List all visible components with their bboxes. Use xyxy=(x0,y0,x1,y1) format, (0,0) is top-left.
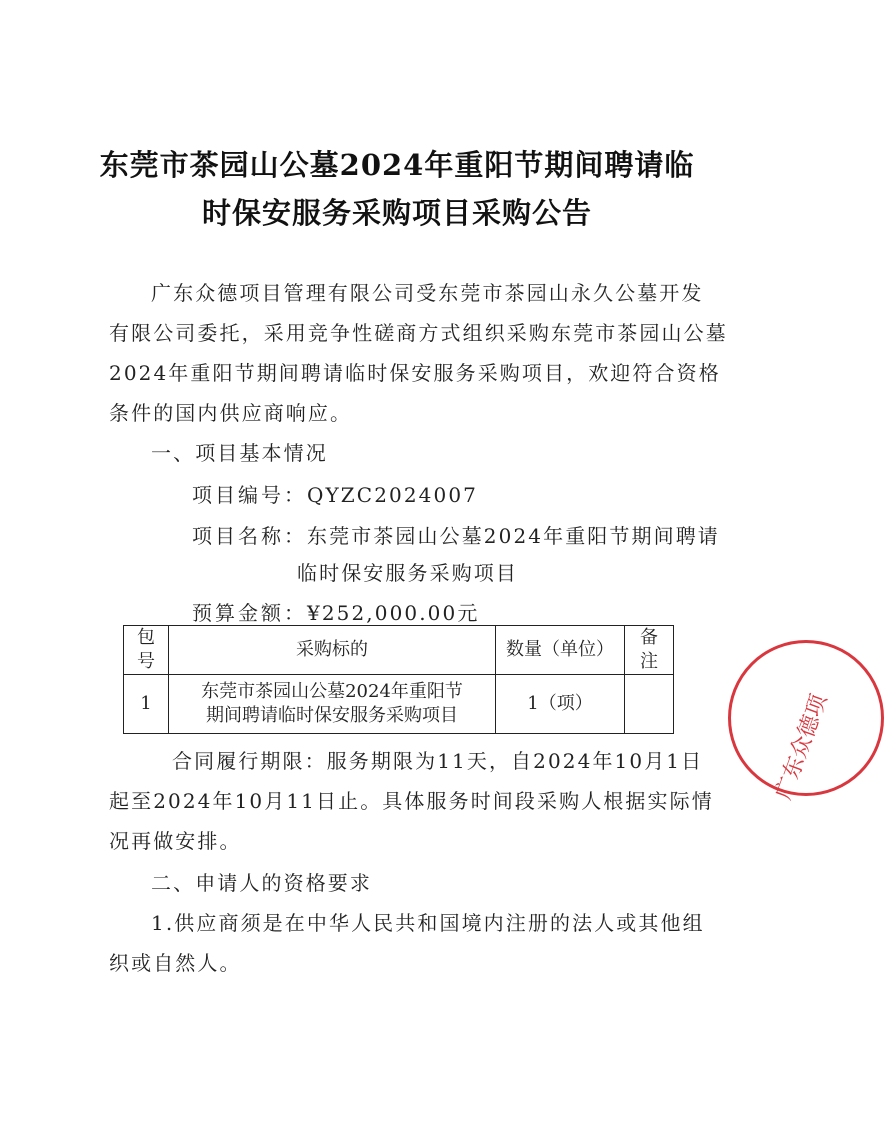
contract-period-line-3: 况再做安排。 xyxy=(109,829,242,853)
cell-quantity: 1（项） xyxy=(496,675,625,734)
announcement-title-line-1: 东莞市茶园山公墓2024年重阳节期间聘请临 xyxy=(99,148,695,182)
header-subject: 采购标的 xyxy=(169,626,496,675)
procurement-table xyxy=(123,625,674,734)
header-remark xyxy=(625,626,674,675)
seal-text: 广东众德项 xyxy=(771,691,833,804)
table-header-row xyxy=(124,626,674,675)
project-name-value-line-1: 东莞市茶园山公墓2024年重阳节期间聘请 xyxy=(307,524,720,548)
intro-paragraph-line-1: 广东众德项目管理有限公司受东莞市茶园山永久公墓开发 xyxy=(151,281,704,305)
cell-remark xyxy=(625,675,674,734)
project-name-label: 项目名称： xyxy=(192,524,307,548)
project-number-value: QYZC2024007 xyxy=(307,483,478,507)
project-number-row xyxy=(192,479,478,508)
project-number-label: 项目编号： xyxy=(192,483,307,507)
project-name-value-line-2: 临时保安服务采购项目 xyxy=(297,561,518,585)
header-remark-line-1: 备 xyxy=(640,627,658,648)
intro-paragraph-line-3: 2024年重阳节期间聘请临时保安服务采购项目，欢迎符合资格 xyxy=(109,361,721,385)
cell-subject-line-2: 期间聘请临时保安服务采购项目 xyxy=(206,705,458,726)
announcement-title-line-2: 时保安服务采购项目采购公告 xyxy=(201,196,592,230)
header-package xyxy=(124,626,169,675)
project-name-row xyxy=(192,520,720,549)
header-package-line-1: 包 xyxy=(137,627,155,648)
company-seal xyxy=(728,640,884,804)
contract-period-line-2: 起至2024年10月11日止。具体服务时间段采购人根据实际情 xyxy=(109,789,714,813)
table-row xyxy=(124,675,674,734)
qualification-item-1-line-2: 织或自然人。 xyxy=(109,951,242,975)
header-package-line-2: 号 xyxy=(137,651,155,672)
header-remark-line-2: 注 xyxy=(640,651,658,672)
intro-paragraph-line-4: 条件的国内供应商响应。 xyxy=(109,401,353,425)
budget-value: ¥252,000.00元 xyxy=(307,601,480,625)
cell-subject xyxy=(169,675,496,734)
cell-package: 1 xyxy=(124,675,169,734)
header-quantity: 数量（单位） xyxy=(496,626,625,675)
cell-subject-line-1: 东莞市茶园山公墓2024年重阳节 xyxy=(201,681,463,702)
contract-period-line-1: 合同履行期限：服务期限为11天，自2024年10月1日 xyxy=(172,749,704,773)
intro-paragraph-line-2: 有限公司委托，采用竞争性磋商方式组织采购东莞市茶园山公墓 xyxy=(109,321,728,345)
budget-label: 预算金额： xyxy=(192,601,307,625)
budget-row xyxy=(192,597,479,626)
qualification-item-1-line-1: 1.供应商须是在中华人民共和国境内注册的法人或其他组 xyxy=(151,911,705,935)
section-2-heading: 二、申请人的资格要求 xyxy=(151,871,372,895)
section-1-heading: 一、项目基本情况 xyxy=(151,441,328,465)
